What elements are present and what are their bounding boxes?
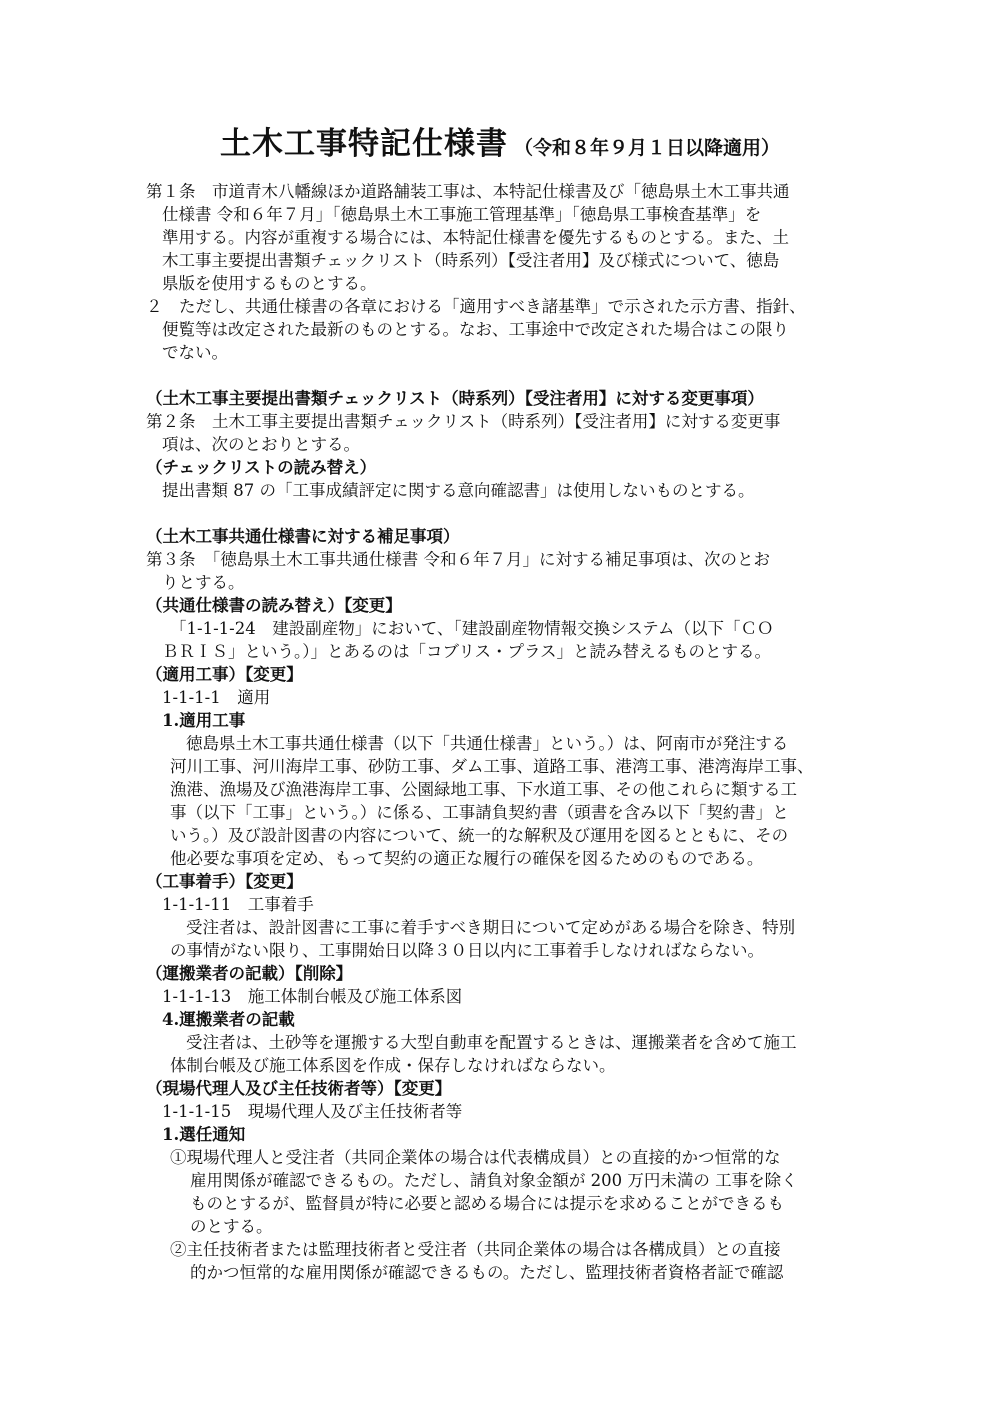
- text-line: ものとするが、監督員が特に必要と認める場合には提示を求めることができるも: [190, 1194, 784, 1213]
- text-line: 1-1-1-1 適用: [162, 688, 271, 707]
- text-line: 仕様書 令和６年７月」「徳島県土木工事施工管理基準」「徳島県工事検査基準」を: [162, 205, 762, 224]
- title-applicability-note: （令和８年９月１日以降適用）: [513, 137, 780, 159]
- text-line: 便覧等は改定された最新のものとする。なお、工事途中で改定された場合はこの限り: [162, 320, 789, 339]
- text-line: 受注者は、土砂等を運搬する大型自動車を配置するときは、運搬業者を含めて施工: [186, 1033, 797, 1052]
- text-line: 木工事主要提出書類チェックリスト（時系列）【受注者用】及び様式について、徳島: [162, 251, 780, 270]
- text-line: でない。: [162, 343, 228, 362]
- text-line: 徳島県土木工事共通仕様書（以下「共通仕様書」という。）は、阿南市が発注する: [186, 734, 789, 753]
- text-line: 1-1-1-13 施工体制台帳及び施工体系図: [162, 987, 463, 1006]
- text-line: （土木工事共通仕様書に対する補足事項）: [146, 527, 460, 546]
- text-line: （工事着手）【変更】: [146, 872, 303, 891]
- text-line: 1-1-1-11 工事着手: [162, 895, 314, 914]
- document-body: [146, 180, 846, 1284]
- text-line: 1.適用工事: [162, 711, 246, 730]
- text-line: （土木工事主要提出書類チェックリスト（時系列）【受注者用】に対する変更事項）: [146, 389, 764, 408]
- text-line: りとする。: [162, 573, 245, 592]
- text-line: 的かつ恒常的な雇用関係が確認できるもの。ただし、監理技術者資格者証で確認: [190, 1263, 784, 1282]
- text-line: いう。）及び設計図書の内容について、統一的な解釈及び運用を図るとともに、その: [170, 826, 789, 845]
- text-line: の事情がない限り、工事開始日以降３０日以内に工事着手しなければならない。: [170, 941, 764, 960]
- text-line: 1-1-1-15 現場代理人及び主任技術者等: [162, 1102, 463, 1121]
- text-line: （チェックリストの読み替え）: [146, 458, 377, 477]
- text-line: ①現場代理人と受注者（共同企業体の場合は代表構成員）との直接的かつ恒常的な: [170, 1148, 781, 1167]
- text-line: 漁港、漁場及び漁港海岸工事、公園緑地工事、下水道工事、その他これらに類する工: [170, 780, 797, 799]
- document-title-row: [0, 118, 1000, 163]
- text-line: ②主任技術者または監理技術者と受注者（共同企業体の場合は各構成員）との直接: [170, 1240, 781, 1259]
- text-line: 「1-1-1-24 建設副産物」において、「建設副産物情報交換システム（以下「ＣＯ: [170, 619, 774, 638]
- text-line: 第２条 土木工事主要提出書類チェックリスト（時系列）【受注者用】に対する変更事: [146, 412, 781, 431]
- text-line: 提出書類 87 の「工事成績評定に関する意向確認書」は使用しないものとする。: [162, 481, 755, 500]
- text-line: 第１条 市道青木八幡線ほか道路舗装工事は、本特記仕様書及び「徳島県土木工事共通: [146, 182, 790, 201]
- text-line: 事（以下「工事」という。）に係る、工事請負契約書（頭書を含み以下「契約書」と: [170, 803, 789, 822]
- text-line: のとする。: [190, 1217, 273, 1236]
- paragraph-gap: [146, 502, 846, 525]
- text-line: （現場代理人及び主任技術者等）【変更】: [146, 1079, 452, 1098]
- text-line: 第３条 「徳島県土木工事共通仕様書 令和６年７月」に対する補足事項は、次のとお: [146, 550, 770, 569]
- text-line: 受注者は、設計図書に工事に着手すべき期日について定めがある場合を除き、特別: [186, 918, 796, 937]
- text-line: 準用する。内容が重複する場合には、本特記仕様書を優先するものとする。また、土: [162, 228, 789, 247]
- paragraph-gap: [146, 364, 846, 387]
- text-line: 河川工事、河川海岸工事、砂防工事、ダム工事、道路工事、港湾工事、港湾海岸工事、: [170, 757, 814, 776]
- text-line: 他必要な事項を定め、もって契約の適正な履行の確保を図るためのものである。: [170, 849, 764, 868]
- text-line: 1.選任通知: [162, 1125, 246, 1144]
- text-line: 4.運搬業者の記載: [162, 1010, 295, 1029]
- text-line: 県版を使用するものとする。: [162, 274, 377, 293]
- text-line: 体制台帳及び施工体系図を作成・保存しなければならない。: [170, 1056, 616, 1075]
- text-line: （共通仕様書の読み替え）【変更】: [146, 596, 402, 615]
- page-title: 土木工事特記仕様書: [219, 126, 508, 162]
- text-line: 項は、次のとおりとする。: [162, 435, 360, 454]
- text-line: 雇用関係が確認できるもの。ただし、請負対象金額が 200 万円未満の 工事を除く: [190, 1171, 798, 1190]
- text-line: （適用工事）【変更】: [146, 665, 303, 684]
- text-line: ＢＲＩＳ」という。）」とあるのは「コブリス・プラス」と読み替えるものとする。: [162, 642, 772, 661]
- text-line: ２ ただし、共通仕様書の各章における「適用すべき諸基準」で示された示方書、指針、: [146, 297, 806, 316]
- text-line: （運搬業者の記載）【削除】: [146, 964, 353, 983]
